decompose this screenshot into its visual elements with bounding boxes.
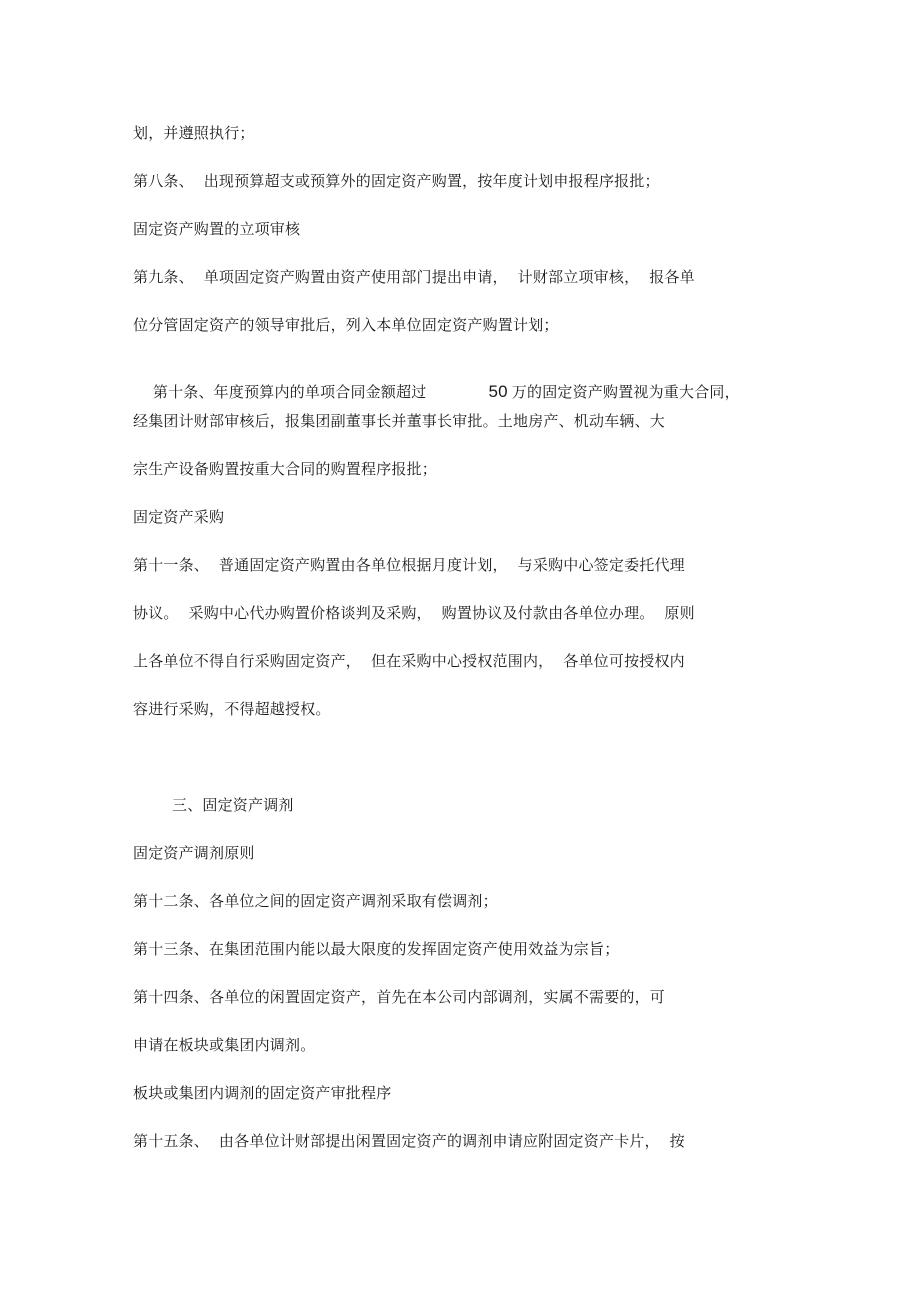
section-heading-approval: 固定资产购置的立项审核 [133, 220, 301, 238]
chapter-heading: 三、固定资产调剂 [172, 796, 294, 814]
article-10-before: 第十条、年度预算内的单项合同金额超过 [152, 383, 427, 401]
text-line: 容进行采购，不得超越授权。 [133, 700, 331, 718]
article-12: 第十二条、各单位之间的固定资产调剂采取有偿调剂； [133, 892, 498, 910]
section-heading-transfer-approval: 板块或集团内调剂的固定资产审批程序 [133, 1084, 392, 1102]
article-9: 第九条、 单项固定资产购置由资产使用部门提出申请， 计财部立项审核， 报各单 [133, 268, 695, 286]
text-line: 划，并遵照执行； [133, 124, 255, 142]
article-11: 第十一条、 普通固定资产购置由各单位根据月度计划， 与采购中心签定委托代理 [133, 556, 685, 574]
text-line: 协议。 采购中心代办购置价格谈判及采购， 购置协议及付款由各单位办理。 原则 [133, 604, 695, 622]
section-heading-procurement: 固定资产采购 [133, 508, 225, 526]
article-10-after: 万的固定资产购置视为重大合同， [511, 383, 740, 401]
text-line: 位分管固定资产的领导审批后，列入本单位固定资产购置计划； [133, 316, 559, 334]
contract-amount: 50 [488, 382, 508, 401]
text-line: 经集团计财部审核后，报集团副董事长并董事长审批。土地房产、机动车辆、大 [133, 412, 666, 430]
article-8: 第八条、 出现预算超支或预算外的固定资产购置，按年度计划申报程序报批； [133, 172, 660, 190]
article-14: 第十四条、各单位的闲置固定资产，首先在本公司内部调剂，实属不需要的，可 [133, 988, 666, 1006]
text-line: 上各单位不得自行采购固定资产， 但在采购中心授权范围内， 各单位可按授权内 [133, 652, 685, 670]
text-line: 宗生产设备购置按重大合同的购置程序报批； [133, 460, 438, 478]
section-heading-principles: 固定资产调剂原则 [133, 844, 255, 862]
article-13: 第十三条、在集团范围内能以最大限度的发挥固定资产使用效益为宗旨； [133, 940, 620, 958]
article-15: 第十五条、 由各单位计财部提出闲置固定资产的调剂申请应附固定资产卡片， 按 [133, 1132, 685, 1150]
text-line: 申请在板块或集团内调剂。 [133, 1036, 316, 1054]
